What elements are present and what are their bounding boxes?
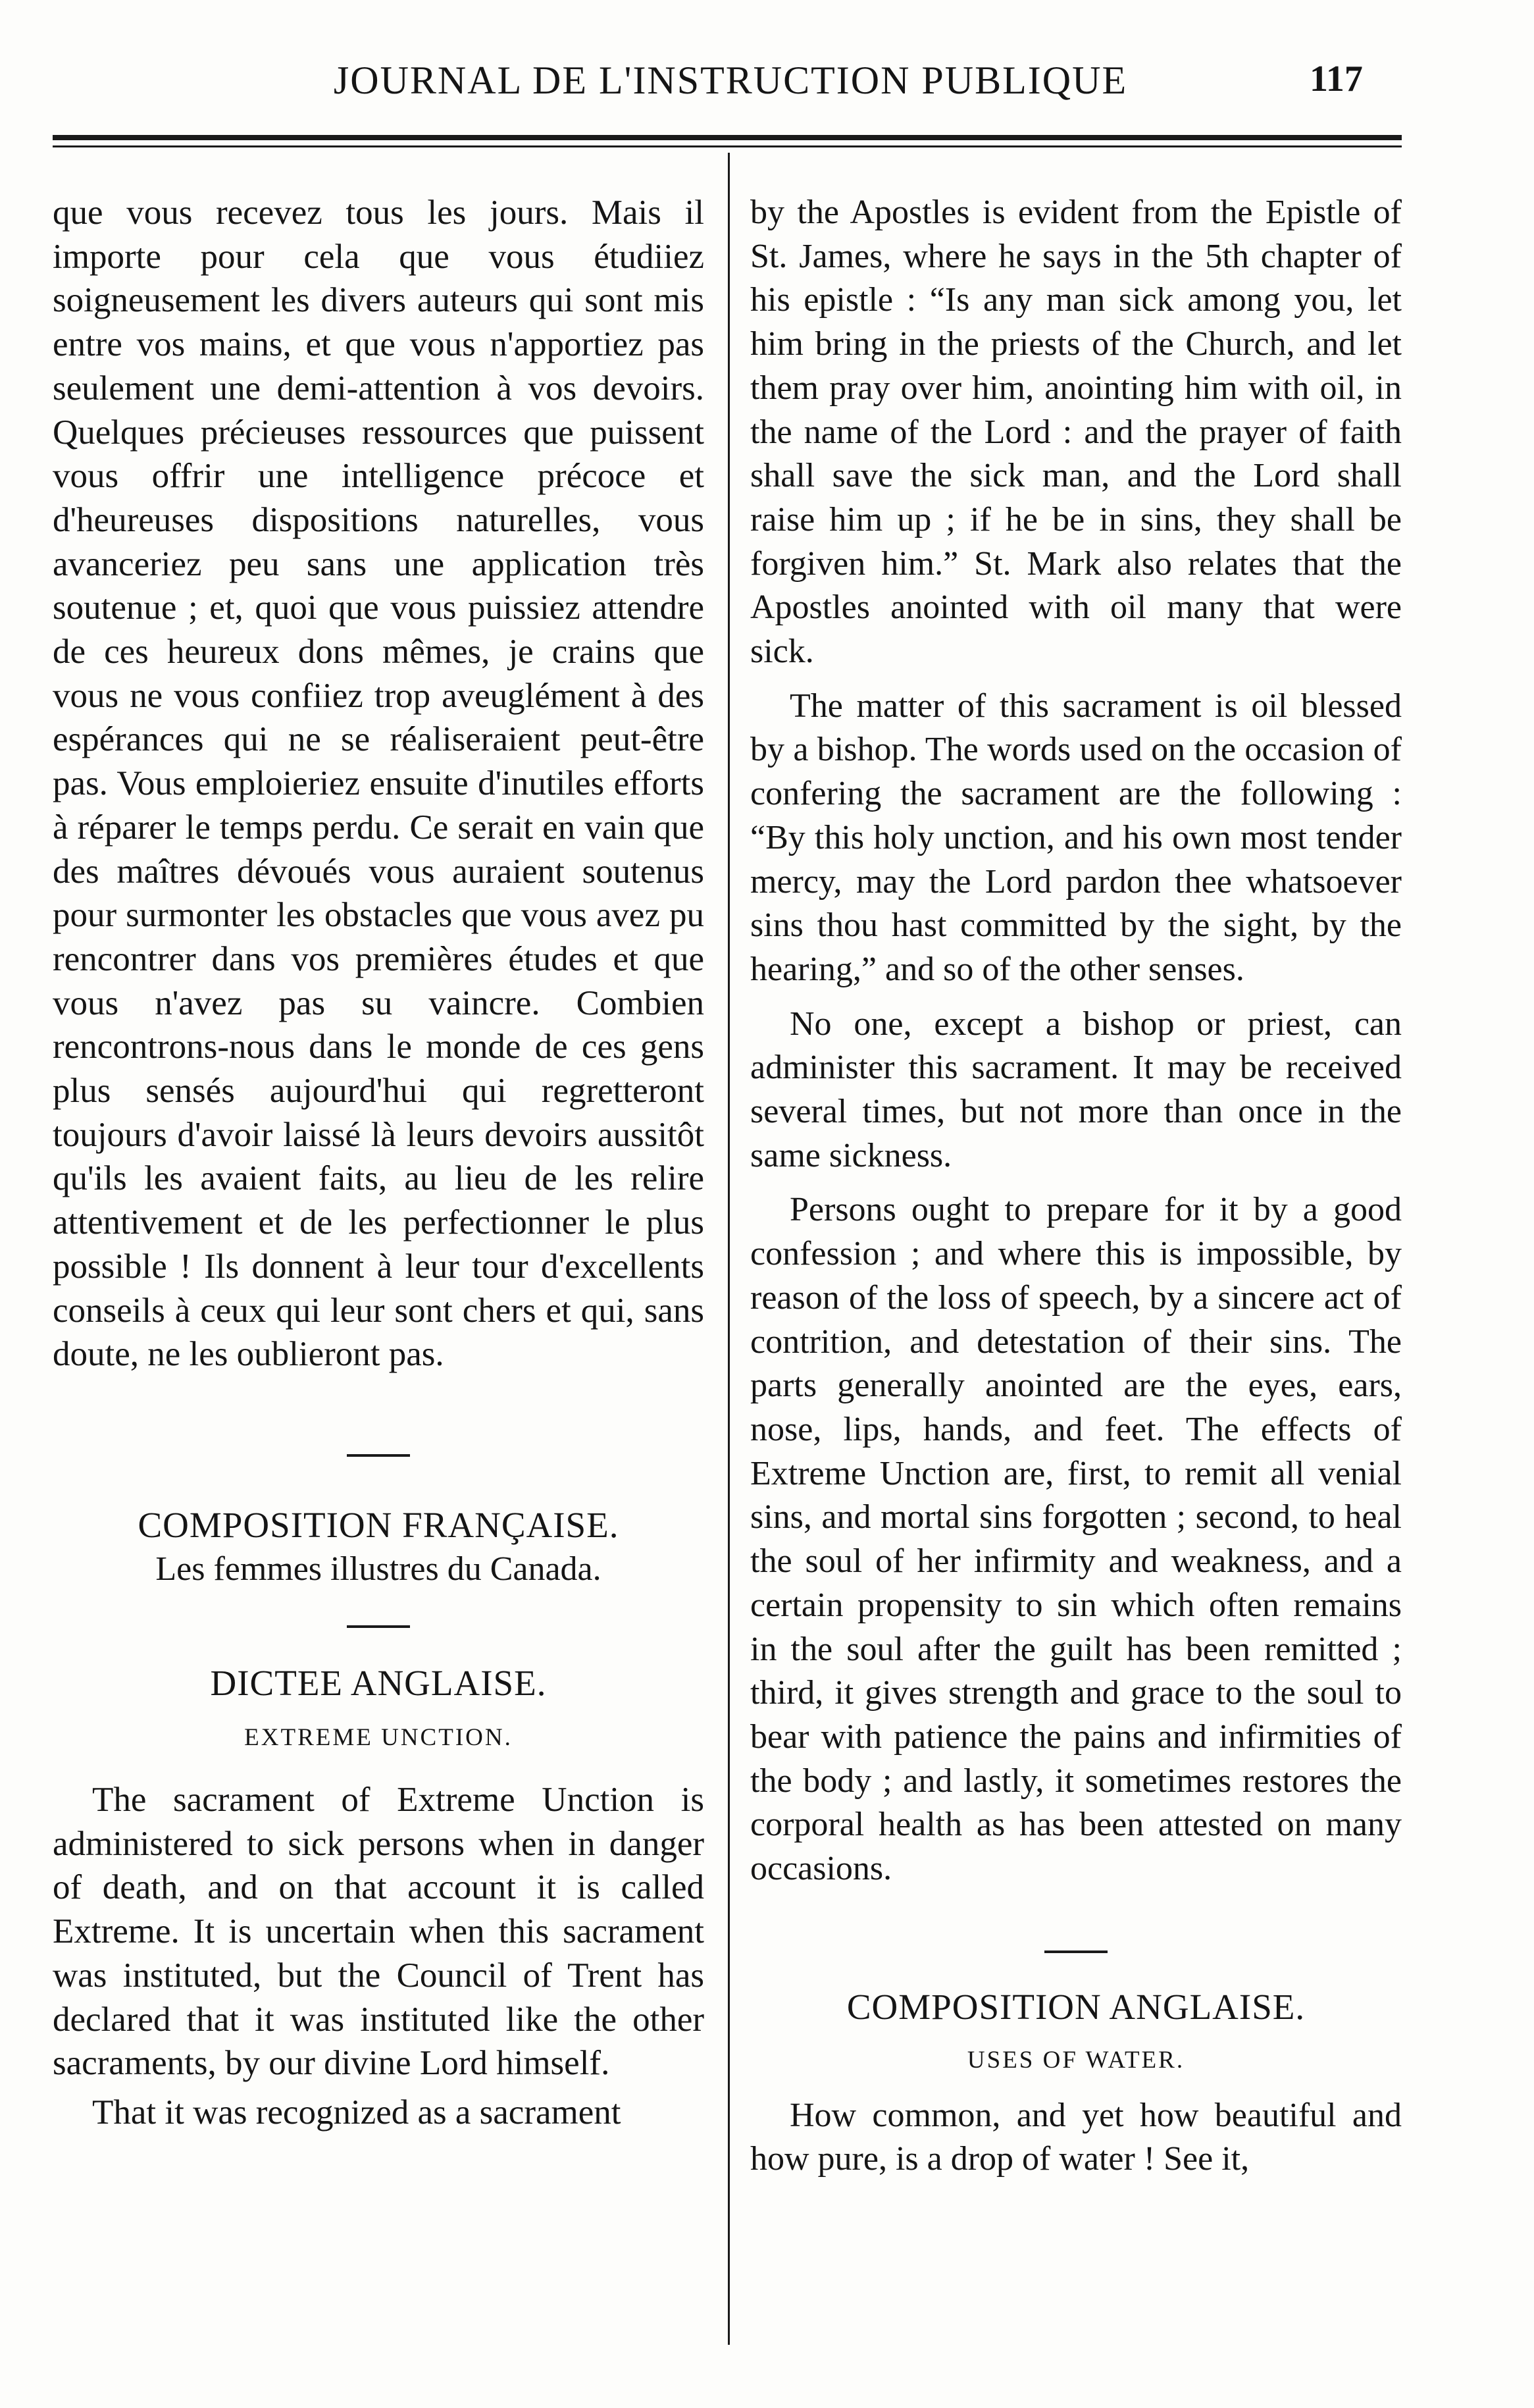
dictee-anglaise-heading: DICTEE ANGLAISE. bbox=[210, 1662, 547, 1703]
uses-of-water-paragraph: How common, and yet how beautiful and how pure, is a drop of water ! See it, bbox=[750, 2096, 1402, 2178]
header-rule-thin bbox=[53, 145, 1402, 147]
header-rule-thick bbox=[53, 135, 1402, 140]
section-divider bbox=[347, 1454, 410, 1457]
dictee-anglaise-subheading: EXTREME UNCTION. bbox=[244, 1723, 513, 1751]
composition-anglaise-heading: COMPOSITION ANGLAISE. bbox=[846, 1986, 1306, 2027]
extreme-unction-paragraph: The matter of this sacrament is oil blessed by a bishop. The words used on the occasion of confering the sacrament are the following : “By this holy unction, and his own most tender mercy, may the Lord pardon thee whatsoever sins thou hast committed by the sight, by the hearing,” and so of the other senses. bbox=[750, 687, 1402, 988]
extreme-unction-paragraph: Persons ought to prepare for it by a good confession ; and where this is impossible, by reason of the loss of speech, by a sincere act of contrition, and detestation of their sins. The parts generally anointed are the eyes, ears, nose, lips, hands, and feet. The effects of Extreme Unction are, first, to remit all venial sins, and mortal sins forgotten ; second, to heal the soul of her infirmity and weakness, and a certain propensity to sin which often remains in the soul after the guilt has been remitted ; third, it gives strength and grace to the soul to bear with patience the pains and infirmities of the body ; and lastly, it sometimes restores the corporal health as has been attested on many occasions. bbox=[750, 1191, 1402, 1888]
composition-anglaise-subheading: USES OF WATER. bbox=[967, 2046, 1185, 2074]
composition-francaise-subject: Les femmes illustres du Canada. bbox=[155, 1550, 601, 1588]
column-divider bbox=[728, 153, 730, 2345]
left-column bbox=[53, 191, 704, 2135]
right-column bbox=[750, 191, 1402, 2182]
continued-paragraph: que vous recevez tous les jours. Mais il importe pour cela que vous étudiiez soigneusement les divers auteurs qui sont mis entre vos mains, et que vous n'apportiez pas seulement une demi-attention à vos devoirs. Quelques précieuses ressources que puissent vous offrir une intelligence précoce et d'heureuses dispositions naturelles, vous avanceriez peu sans une application très soutenue ; et, quoi que vous puissiez attendre de ces heureux dons mêmes, je crains que vous ne vous confiiez trop aveuglément à des espérances qui ne se réaliseraient peut-être pas. Vous emploieriez ensuite d'inutiles efforts à réparer le temps perdu. Ce serait en vain que des maîtres dévoués vous auraient soutenus pour surmonter les obstacles que vous avez pu rencontrer dans vos premières études et que vous n'avez pas su vaincre. Combien rencontrons-nous dans le monde de ces gens plus sensés aujourd'hui qui regretteront toujours d'avoir laissé là leurs devoirs aussitôt qu'ils les avaient faits, au lieu de les relire attentivement et de les perfectionner le plus possible ! Ils donnent à leur tour d'excellents conseils à ceux qui leur sont chers et qui, sans doute, ne les oublieront pas. bbox=[53, 194, 704, 1374]
extreme-unction-paragraph: No one, except a bishop or priest, can administer this sacrament. It may be received several times, but not more than once in the same sickness. bbox=[750, 1005, 1402, 1174]
extreme-unction-paragraph: by the Apostles is evident from the Epistle of St. James, where he says in the 5th chapter of his epistle : “Is any man sick among you, let him bring in the priests of the Church, and let them pray over him, anointing him with oil, in the name of the Lord : and the prayer of faith shall save the sick man, and the Lord shall raise him up ; if he be in sins, they shall be forgiven him.” St. Mark also relates that the Apostles anointed with oil many that were sick. bbox=[750, 194, 1402, 671]
composition-francaise-heading: COMPOSITION FRANÇAISE. bbox=[138, 1504, 619, 1545]
section-divider bbox=[1044, 1950, 1108, 1953]
journal-title: JOURNAL DE L'INSTRUCTION PUBLIQUE bbox=[333, 59, 1128, 102]
page-number: 117 bbox=[1310, 59, 1363, 99]
section-divider bbox=[347, 1625, 410, 1628]
extreme-unction-paragraph: The sacrament of Extreme Unction is administered to sick persons when in danger of death, and on that account it is called Extreme. It is uncertain when this sacrament was instituted, but the Council of Trent has declared that it was instituted like the other sacraments, by our divine Lord himself. bbox=[53, 1780, 704, 2083]
extreme-unction-paragraph: That it was recognized as a sacrament bbox=[92, 2093, 621, 2132]
